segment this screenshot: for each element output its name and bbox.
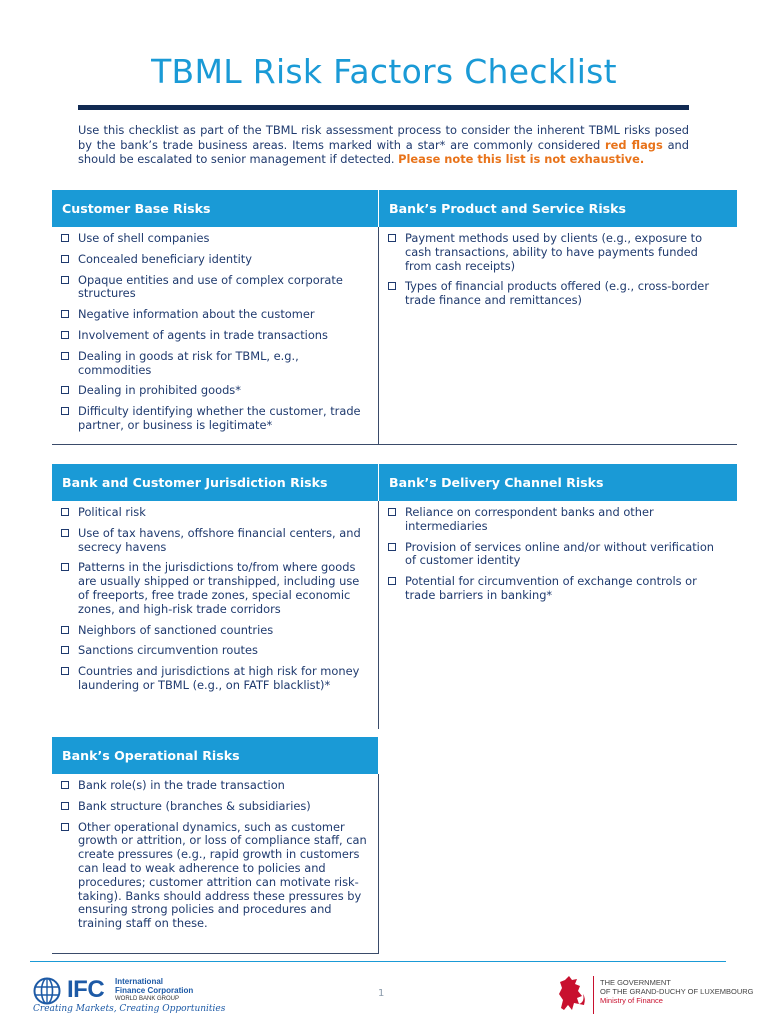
checkbox-square-icon — [61, 508, 69, 516]
checklist-item-text: Negative information about the customer — [78, 307, 315, 322]
checklist-item — [56, 405, 368, 433]
ifc-group: WORLD BANK GROUP — [115, 996, 180, 1002]
checkbox-square-icon — [61, 823, 69, 831]
checklist-item — [56, 329, 368, 343]
checklist-item-text: Use of shell companies — [78, 231, 210, 245]
checkbox-square-icon — [61, 234, 69, 242]
product-service-list — [383, 232, 727, 308]
checklist-item-text: Types of financial products offered (e.g., cross-border trade finance and remittances) — [405, 279, 709, 308]
checklist-item-text: Dealing in prohibited goods* — [78, 383, 241, 398]
checklist-item-text: Patterns in the jurisdictions to/from where goods are usually shipped or transhipped, including use of freeports, free trade zones, special economic zones, and high-risk trade corridors — [78, 560, 360, 616]
intro-text-2: and should be escalated to senior management if detected. — [78, 137, 689, 166]
checkbox-square-icon — [61, 646, 69, 654]
luxembourg-divider — [593, 976, 594, 1014]
operational-list-wrap — [52, 774, 378, 954]
ifc-name-line1: International — [115, 977, 164, 986]
lux-line3: Ministry of Finance — [600, 996, 663, 1005]
lux-line2: OF THE GRAND-DUCHY OF LUXEMBOURG — [600, 987, 754, 996]
checkbox-square-icon — [61, 331, 69, 339]
checkbox-square-icon — [61, 781, 69, 789]
checkbox-square-icon — [388, 577, 396, 585]
checkbox-square-icon — [61, 352, 69, 360]
checklist-item-text: Opaque entities and use of complex corporate structures — [78, 272, 343, 301]
checklist-item — [383, 575, 727, 603]
page-title: TBML Risk Factors Checklist — [151, 52, 617, 91]
checklist-item — [383, 541, 727, 569]
ifc-name-line2: Finance Corporation — [115, 986, 194, 995]
jurisdiction-heading: Bank and Customer Jurisdiction Risks — [52, 464, 378, 501]
checkbox-square-icon — [388, 234, 396, 242]
checklist-item — [56, 506, 368, 520]
intro-text-1: Use this checklist as part of the TBML risk assessment process to consider the inherent TBML risks posed by the bank’s trade business areas. Items marked with a star* are commonly considered — [78, 123, 689, 152]
checklist-item — [56, 779, 368, 793]
checklist-item — [56, 274, 368, 302]
checklist-item — [56, 308, 368, 322]
lux-line1: THE GOVERNMENT — [600, 978, 671, 987]
checklist-item — [383, 232, 727, 273]
checkbox-square-icon — [61, 626, 69, 634]
checklist-item — [56, 527, 368, 555]
customer-base-list-wrap — [52, 227, 378, 445]
checklist-item — [56, 644, 368, 658]
checkbox-square-icon — [61, 529, 69, 537]
ifc-tagline: Creating Markets, Creating Opportunities — [33, 1004, 226, 1014]
intro-paragraph — [78, 123, 689, 167]
delivery-channel-list — [383, 506, 727, 603]
globe-icon — [33, 977, 61, 1005]
checkbox-square-icon — [61, 667, 69, 675]
customer-base-list — [56, 232, 368, 433]
product-service-list-wrap — [379, 227, 737, 445]
checklist-item-text: Neighbors of sanctioned countries — [78, 622, 274, 637]
jurisdiction-list — [56, 506, 368, 693]
exhaustive-note: Please note this list is not exhaustive. — [398, 152, 645, 166]
checklist-item — [56, 665, 368, 693]
checkbox-square-icon — [61, 386, 69, 394]
footer-rule — [30, 961, 726, 962]
operational-heading: Bank’s Operational Risks — [52, 737, 378, 774]
checklist-item-text: Potential for circumvention of exchange controls or trade barriers in banking* — [405, 574, 697, 602]
checkbox-square-icon — [388, 508, 396, 516]
checklist-item-text: Payment methods used by clients (e.g., exposure to cash transactions, ability to have payments funded from cash receipts) — [405, 231, 703, 273]
product-service-heading: Bank’s Product and Service Risks — [379, 190, 737, 227]
checklist-item — [56, 232, 368, 246]
checklist-item — [383, 280, 727, 308]
customer-base-heading: Customer Base Risks — [52, 190, 378, 227]
checklist-item-text: Involvement of agents in trade transactions — [78, 327, 328, 342]
checkbox-square-icon — [61, 563, 69, 571]
checklist-item-text: Reliance on correspondent banks and other intermediaries — [405, 505, 654, 533]
operational-list — [56, 779, 368, 931]
checklist-item-text: Difficulty identifying whether the customer, trade partner, or business is legitimate* — [78, 404, 361, 432]
checkbox-square-icon — [61, 276, 69, 284]
checklist-item-text: Use of tax havens, offshore financial centers, and secrecy havens — [78, 525, 361, 554]
checklist-item — [383, 506, 727, 534]
checklist-item — [56, 821, 368, 931]
checkbox-square-icon — [61, 802, 69, 810]
column-divider — [378, 227, 379, 445]
ifc-name — [115, 977, 193, 1004]
luxembourg-text — [600, 978, 754, 1005]
checklist-item — [56, 253, 368, 267]
checklist-item — [56, 800, 368, 814]
checklist-item-text: Dealing in goods at risk for TBML, e.g., commodities — [78, 348, 299, 377]
jurisdiction-list-wrap — [52, 501, 378, 729]
checklist-item — [56, 350, 368, 378]
checkbox-square-icon — [61, 407, 69, 415]
checklist-item-text: Sanctions circumvention routes — [78, 643, 258, 658]
checklist-item-text: Concealed beneficiary identity — [78, 251, 252, 266]
title-rule — [78, 105, 689, 110]
red-flags-text: red flags — [605, 137, 663, 152]
page-number: 1 — [378, 988, 385, 999]
checkbox-square-icon — [388, 282, 396, 290]
luxembourg-logo — [553, 974, 763, 1018]
delivery-channel-list-wrap — [379, 501, 737, 729]
checklist-item — [56, 561, 368, 616]
checkbox-square-icon — [61, 310, 69, 318]
checklist-item — [56, 624, 368, 638]
checklist-item-text: Other operational dynamics, such as customer growth or attrition, or loss of compliance staff, can create pressures (e.g., rapid growth in customers can lead to weak adherence to policies and procedures; customer attrition can motivate risk-taking). Banks should address these pressures by ensuring strong policies and procedures and training staff on these. — [78, 819, 367, 931]
ifc-abbr: IFC — [67, 976, 105, 1003]
column-divider — [378, 774, 379, 954]
checklist-item-text: Countries and jurisdictions at high risk for money laundering or TBML (e.g., on FATF blacklist)* — [78, 664, 360, 692]
column-divider — [378, 501, 379, 729]
checklist-item — [56, 384, 368, 398]
checkbox-square-icon — [61, 255, 69, 263]
checklist-item-text: Provision of services online and/or without verification of customer identity — [405, 539, 715, 568]
checklist-item-text: Bank role(s) in the trade transaction — [78, 778, 285, 792]
checklist-item-text: Political risk — [78, 505, 146, 519]
checklist-item-text: Bank structure (branches & subsidiaries) — [78, 798, 311, 813]
delivery-channel-heading: Bank’s Delivery Channel Risks — [379, 464, 737, 501]
checkbox-square-icon — [388, 543, 396, 551]
red-lion-icon — [553, 974, 589, 1014]
